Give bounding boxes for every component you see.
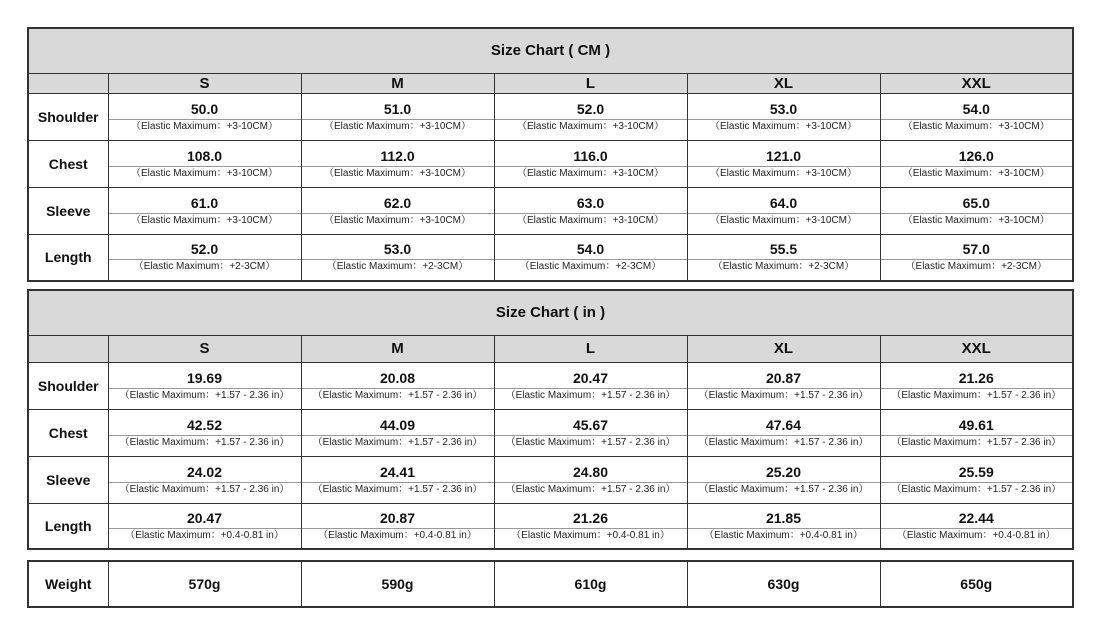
elastic-note: （Elastic Maximum：+3-10CM）: [302, 213, 494, 227]
measurement-value: 121.0: [765, 147, 802, 164]
table-row: [28, 93, 1073, 140]
measurement-value: 20.47: [186, 509, 223, 526]
measurement-value: 19.69: [186, 369, 223, 386]
measurement-value: 51.0: [383, 100, 412, 117]
weight-value: 610g: [494, 561, 687, 607]
elastic-note: （Elastic Maximum：+3-10CM）: [302, 119, 494, 133]
row-label: Length: [28, 234, 108, 281]
size-header: L: [494, 73, 687, 93]
weight-value: 590g: [301, 561, 494, 607]
size-header: XL: [687, 335, 880, 362]
size-chart-cm-table: [27, 27, 1074, 282]
table-row: [28, 187, 1073, 234]
table-row: [28, 409, 1073, 456]
weight-value: 630g: [687, 561, 880, 607]
measurement-value: 126.0: [958, 147, 994, 164]
elastic-note: （Elastic Maximum：+1.57 - 2.36 in）: [109, 388, 301, 402]
measurement-value: 25.20: [765, 463, 802, 480]
elastic-note: （Elastic Maximum：+3-10CM）: [495, 119, 687, 133]
elastic-note: （Elastic Maximum：+1.57 - 2.36 in）: [109, 435, 301, 449]
elastic-note: （Elastic Maximum：+3-10CM）: [688, 213, 880, 227]
size-header: S: [108, 335, 301, 362]
elastic-note: （Elastic Maximum：+0.4-0.81 in）: [688, 528, 880, 542]
measurement-value: 50.0: [190, 100, 219, 117]
elastic-note: （Elastic Maximum：+0.4-0.81 in）: [109, 528, 301, 542]
measurement-value: 20.87: [765, 369, 802, 386]
size-header: XXL: [880, 73, 1073, 93]
elastic-note: （Elastic Maximum：+3-10CM）: [688, 119, 880, 133]
row-label: Sleeve: [28, 456, 108, 503]
table-row: [28, 140, 1073, 187]
measurement-value: 20.08: [379, 369, 416, 386]
elastic-note: （Elastic Maximum：+3-10CM）: [881, 213, 1073, 227]
measurement-value: 108.0: [186, 147, 223, 164]
measurement-value: 45.67: [572, 416, 609, 433]
elastic-note: （Elastic Maximum：+1.57 - 2.36 in）: [881, 435, 1073, 449]
table-row: [28, 456, 1073, 503]
measurement-value: 21.26: [572, 509, 609, 526]
measurement-value: 25.59: [958, 463, 994, 480]
elastic-note: （Elastic Maximum：+3-10CM）: [302, 166, 494, 180]
row-label: Chest: [28, 140, 108, 187]
row-label: Chest: [28, 409, 108, 456]
elastic-note: （Elastic Maximum：+1.57 - 2.36 in）: [688, 482, 880, 496]
size-header: M: [301, 73, 494, 93]
measurement-value: 42.52: [186, 416, 223, 433]
weight-label: Weight: [28, 561, 108, 607]
elastic-note: （Elastic Maximum：+3-10CM）: [688, 166, 880, 180]
header-corner: [28, 335, 108, 362]
measurement-value: 54.0: [962, 100, 990, 117]
elastic-note: （Elastic Maximum：+1.57 - 2.36 in）: [302, 482, 494, 496]
elastic-note: （Elastic Maximum：+1.57 - 2.36 in）: [109, 482, 301, 496]
elastic-note: （Elastic Maximum：+3-10CM）: [109, 119, 301, 133]
elastic-note: （Elastic Maximum：+3-10CM）: [495, 213, 687, 227]
measurement-value: 116.0: [573, 147, 608, 164]
measurement-value: 57.0: [962, 241, 990, 258]
weight-table: [27, 560, 1074, 608]
elastic-note: （Elastic Maximum：+1.57 - 2.36 in）: [495, 388, 687, 402]
size-chart-in-title: Size Chart ( in ): [28, 290, 1073, 335]
table-row: [28, 503, 1073, 549]
measurement-value: 52.0: [190, 241, 219, 258]
measurement-value: 20.87: [379, 509, 416, 526]
measurement-value: 53.0: [769, 100, 798, 117]
measurement-value: 53.0: [383, 241, 412, 258]
size-header: XL: [687, 73, 880, 93]
measurement-value: 112.0: [380, 147, 415, 164]
size-header: XXL: [880, 335, 1073, 362]
elastic-note: （Elastic Maximum：+0.4-0.81 in）: [302, 528, 494, 542]
elastic-note: （Elastic Maximum：+3-10CM）: [109, 166, 301, 180]
weight-value: 570g: [108, 561, 301, 607]
elastic-note: （Elastic Maximum：+3-10CM）: [495, 166, 687, 180]
measurement-value: 64.0: [769, 194, 798, 211]
measurement-value: 22.44: [958, 509, 994, 526]
measurement-value: 44.09: [379, 416, 416, 433]
elastic-note: （Elastic Maximum：+1.57 - 2.36 in）: [302, 435, 494, 449]
size-header: S: [108, 73, 301, 93]
table-row: [28, 362, 1073, 409]
elastic-note: （Elastic Maximum：+1.57 - 2.36 in）: [688, 435, 880, 449]
measurement-value: 62.0: [383, 194, 412, 211]
row-label: Shoulder: [28, 93, 108, 140]
elastic-note: （Elastic Maximum：+1.57 - 2.36 in）: [302, 388, 494, 402]
elastic-note: （Elastic Maximum：+1.57 - 2.36 in）: [881, 388, 1073, 402]
size-header: M: [301, 335, 494, 362]
row-label: Shoulder: [28, 362, 108, 409]
measurement-value: 47.64: [765, 416, 802, 433]
measurement-value: 61.0: [190, 194, 219, 211]
table-row: [28, 561, 1073, 607]
measurement-value: 21.26: [958, 369, 994, 386]
header-corner: [28, 73, 108, 93]
elastic-note: （Elastic Maximum：+2-3CM）: [495, 259, 687, 273]
elastic-note: （Elastic Maximum：+3-10CM）: [881, 119, 1073, 133]
measurement-value: 24.80: [572, 463, 609, 480]
measurement-value: 63.0: [576, 194, 605, 211]
measurement-value: 65.0: [962, 194, 990, 211]
elastic-note: （Elastic Maximum：+2-3CM）: [688, 259, 880, 273]
elastic-note: （Elastic Maximum：+1.57 - 2.36 in）: [688, 388, 880, 402]
elastic-note: （Elastic Maximum：+0.4-0.81 in）: [495, 528, 687, 542]
measurement-value: 54.0: [576, 241, 605, 258]
size-chart-cm-title: Size Chart ( CM ): [28, 28, 1073, 73]
elastic-note: （Elastic Maximum：+1.57 - 2.36 in）: [881, 482, 1073, 496]
elastic-note: （Elastic Maximum：+3-10CM）: [881, 166, 1073, 180]
elastic-note: （Elastic Maximum：+1.57 - 2.36 in）: [495, 435, 687, 449]
elastic-note: （Elastic Maximum：+3-10CM）: [109, 213, 301, 227]
row-label: Length: [28, 503, 108, 549]
elastic-note: （Elastic Maximum：+2-3CM）: [302, 259, 494, 273]
table-row: [28, 234, 1073, 281]
row-label: Sleeve: [28, 187, 108, 234]
elastic-note: （Elastic Maximum：+0.4-0.81 in）: [881, 528, 1073, 542]
size-header: L: [494, 335, 687, 362]
elastic-note: （Elastic Maximum：+2-3CM）: [881, 259, 1073, 273]
weight-value: 650g: [880, 561, 1073, 607]
size-chart-in-table: [27, 289, 1074, 550]
measurement-value: 21.85: [765, 509, 802, 526]
elastic-note: （Elastic Maximum：+2-3CM）: [109, 259, 301, 273]
measurement-value: 55.5: [769, 241, 798, 258]
measurement-value: 49.61: [958, 416, 994, 433]
measurement-value: 20.47: [572, 369, 609, 386]
elastic-note: （Elastic Maximum：+1.57 - 2.36 in）: [495, 482, 687, 496]
measurement-value: 24.02: [186, 463, 223, 480]
measurement-value: 24.41: [379, 463, 416, 480]
measurement-value: 52.0: [576, 100, 605, 117]
